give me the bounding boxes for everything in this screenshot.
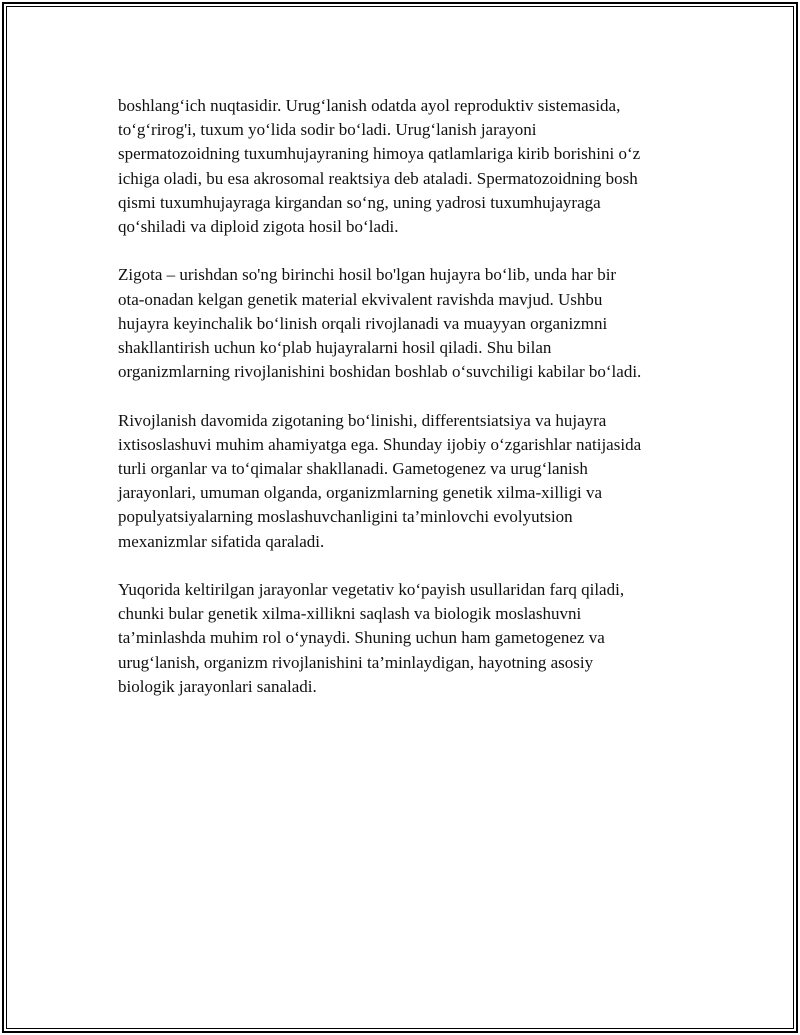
text-line: ta’minlashda muhim rol o‘ynaydi. Shuning uchun ham gametogenez va bbox=[118, 628, 605, 648]
page-frame bbox=[2, 2, 798, 1033]
text-line: Yuqorida keltirilgan jarayonlar vegetativ ko‘payish usullaridan farq qiladi, bbox=[118, 580, 625, 600]
text-line: ichiga oladi, bu esa akrosomal reaktsiya deb ataladi. Spermatozoidning bosh bbox=[118, 168, 638, 188]
document-body bbox=[118, 94, 698, 723]
text-line: chunki bular genetik xilma-xillikni saqlash va biologik moslashuvni bbox=[118, 604, 582, 624]
text-line: mexanizmlar sifatida qaraladi. bbox=[118, 531, 325, 551]
text-line: ixtisoslashuvi muhim ahamiyatga ega. Shunday ijobiy o‘zgarishlar natijasida bbox=[118, 434, 642, 454]
text-line: qo‘shiladi va diploid zigota hosil bo‘ladi. bbox=[118, 217, 399, 237]
text-line: to‘g‘rirog'i, tuxum yo‘lida sodir bo‘ladi. Urug‘lanish jarayoni bbox=[118, 120, 537, 140]
text-line: qismi tuxumhujayraga kirgandan so‘ng, uning yadrosi tuxumhujayraga bbox=[118, 192, 601, 212]
text-line: populyatsiyalarning moslashuvchanligini ta’minlovchi evolyutsion bbox=[118, 507, 573, 527]
paragraph-4 bbox=[118, 578, 698, 699]
text-line: boshlang‘ich nuqtasidir. Urug‘lanish odatda ayol reproduktiv sistemasida, bbox=[118, 96, 621, 115]
text-line: shakllantirish uchun ko‘plab hujayralarni hosil qiladi. Shu bilan bbox=[118, 338, 552, 358]
text-line: organizmlarning rivojlanishini boshidan boshlab o‘suvchiligi kabilar bo‘ladi. bbox=[118, 362, 642, 382]
text-line: Rivojlanish davomida zigotaning bo‘linishi, differentsiatsiya va hujayra bbox=[118, 410, 607, 430]
text-line: hujayra keyinchalik bo‘linish orqali rivojlanadi va muayyan organizmni bbox=[118, 313, 608, 333]
text-line: Zigota – urishdan so'ng birinchi hosil bo'lgan hujayra bo‘lib, unda har bir bbox=[118, 265, 617, 285]
text-line: ota-onadan kelgan genetik material ekvivalent ravishda mavjud. Ushbu bbox=[118, 289, 603, 309]
text-line: turli organlar va to‘qimalar shakllanadi. Gametogenez va urug‘lanish bbox=[118, 459, 588, 479]
paragraph-3 bbox=[118, 409, 698, 554]
text-line: spermatozoidning tuxumhujayraning himoya qatlamlariga kirib borishini o‘z bbox=[118, 144, 641, 164]
text-line: biologik jarayonlari sanaladi. bbox=[118, 676, 317, 696]
text-line: jarayonlari, umuman olganda, organizmlarning genetik xilma-xilligi va bbox=[118, 483, 603, 503]
paragraph-1 bbox=[118, 94, 698, 239]
text-line: urug‘lanish, organizm rivojlanishini ta’minlaydigan, hayotning asosiy bbox=[118, 652, 594, 672]
paragraph-2 bbox=[118, 263, 698, 384]
